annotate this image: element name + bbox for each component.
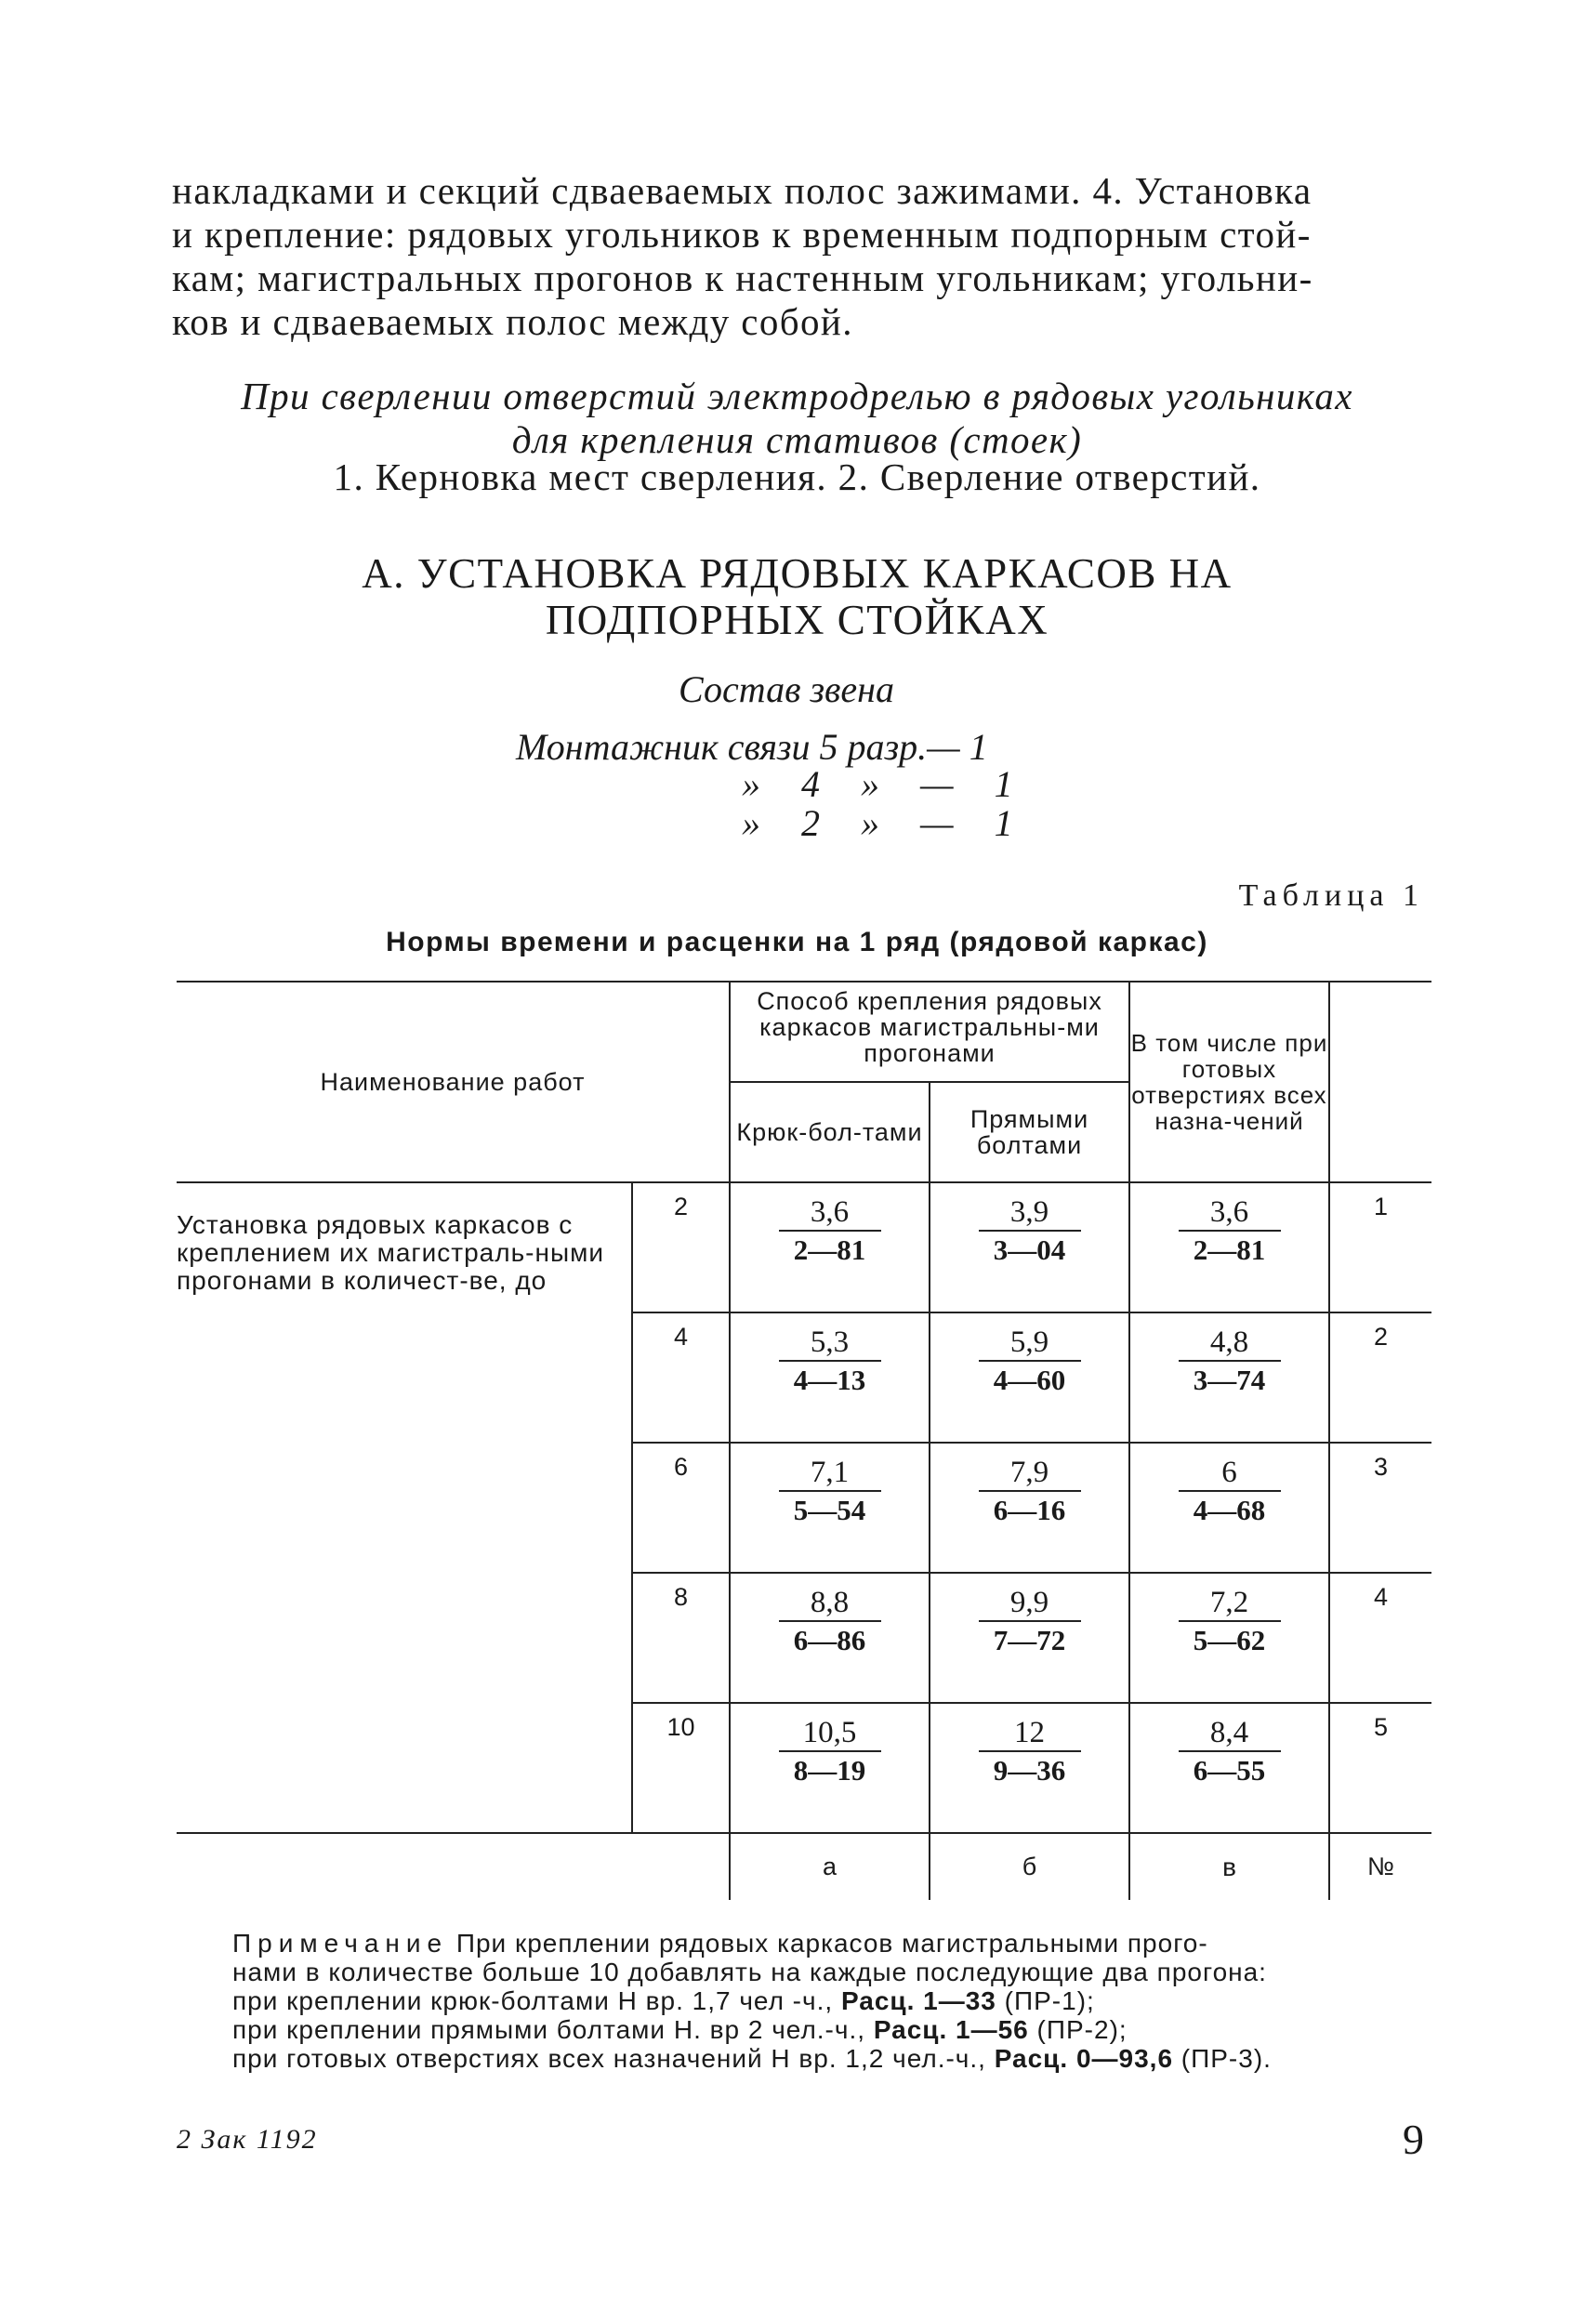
crew-line: Монтажник связи 5 разр.— 1 [516,726,988,768]
norm-time: 3,6 [779,1194,881,1232]
table-row [177,1182,1431,1312]
page-number: 9 [1403,2116,1424,2163]
including-cell [1129,1573,1329,1703]
norm-time: 10,5 [779,1715,881,1752]
norm-time: 7,9 [979,1455,1081,1492]
norm-time: 6 [1179,1455,1281,1492]
quantity-cell: 2 [632,1182,730,1312]
crew-line: » 4 » — 1 [742,763,1013,805]
column-letter-b: б [930,1833,1129,1900]
intro-line: ков и сдваеваемых полос между собой. [172,300,853,343]
intro-line: и крепление: рядовых угольников к временным подпорным стой- [172,213,1312,256]
row-number: 5 [1329,1703,1431,1833]
quantity-cell: 6 [632,1443,730,1573]
intro-line: кам; магистральных прогонов к настенным угольникам; угольни- [172,257,1313,299]
rate: 3—04 [993,1233,1066,1266]
note-line2: нами в количестве больше 10 добавлять на каждые последующие два прогона: [232,1958,1267,1986]
rate: 5—54 [793,1494,866,1526]
rate: 4—13 [793,1364,866,1396]
including-cell [1129,1443,1329,1573]
norm-time: 5,9 [979,1325,1081,1362]
crew-line: » 2 » — 1 [742,802,1013,844]
quantity-cell: 4 [632,1312,730,1443]
rate: 5—62 [1193,1624,1266,1656]
including-cell [1129,1312,1329,1443]
rate: 6—86 [793,1624,866,1656]
straight-bolts-cell [930,1703,1129,1833]
straight-bolts-header: Прямыми болтами [930,1082,1129,1182]
intro-paragraph [172,169,1422,344]
table-note [232,1929,1431,2073]
column-letter-a: а [730,1833,930,1900]
norm-time: 7,1 [779,1455,881,1492]
quantity-cell: 10 [632,1703,730,1833]
rate: 3—74 [1193,1364,1266,1396]
note-label: Примечание [232,1929,449,1958]
norm-time: 9,9 [979,1585,1081,1622]
norm-time: 4,8 [1179,1325,1281,1362]
hook-bolts-cell [730,1573,930,1703]
rate: 2—81 [1193,1233,1266,1266]
norm-time: 7,2 [1179,1585,1281,1622]
including-cell [1129,1182,1329,1312]
row-number: 3 [1329,1443,1431,1573]
norms-table [177,981,1431,1900]
order-number: 2 Зак 1192 [177,2124,318,2155]
rate: 6—16 [993,1494,1066,1526]
table-footer-row [177,1833,1431,1900]
norm-time: 5,3 [779,1325,881,1362]
section-heading [172,550,1422,643]
section-heading-line1: А. УСТАНОВКА РЯДОВЫХ КАРКАСОВ НА [362,550,1233,597]
rate: 4—68 [1193,1494,1266,1526]
note-line3: при креплении крюк-болтами Н вр. 1,7 чел -ч., Расц. 1—33 (ПР-1); [232,1986,1095,2015]
number-header [1329,982,1431,1182]
work-description: Установка рядовых каркасов с креплением их магистраль-ными прогонами в количест-ве, до [177,1182,632,1833]
rate: 7—72 [993,1624,1066,1656]
footer-empty-cell [177,1833,730,1900]
crew-title: Состав звена [679,668,895,710]
hook-bolts-header: Крюк-бол-тами [730,1082,930,1182]
rate: 8—19 [793,1754,866,1787]
note-line4: при креплении прямыми болтами Н. вр 2 чел.-ч., Расц. 1—56 (ПР-2); [232,2015,1128,2044]
straight-bolts-cell [930,1182,1129,1312]
drilling-heading-line2: для крепления стативов (стоек) [511,418,1083,461]
intro-line: накладками и секций сдваеваемых полос зажимами. 4. Установка [172,169,1312,212]
row-number: 4 [1329,1573,1431,1703]
hook-bolts-cell [730,1312,930,1443]
method-header: Способ крепления рядовых каркасов магистральны-ми прогонами [730,982,1129,1082]
norm-time: 8,4 [1179,1715,1281,1752]
norm-time: 12 [979,1715,1081,1752]
row-number: 1 [1329,1182,1431,1312]
rate: 9—36 [993,1754,1066,1787]
hook-bolts-cell [730,1703,930,1833]
straight-bolts-cell [930,1312,1129,1443]
rate: 6—55 [1193,1754,1266,1787]
drilling-heading-line1: При сверлении отверстий электродрелью в рядовых угольниках [241,375,1353,417]
quantity-cell: 8 [632,1573,730,1703]
norm-time: 8,8 [779,1585,881,1622]
straight-bolts-cell [930,1443,1129,1573]
table-caption: Таблица 1 [1238,878,1424,913]
including-header: В том числе при готовых отверстиях всех назна-чений [1129,982,1329,1182]
table-title: Нормы времени и расценки на 1 ряд (рядовой каркас) [386,927,1208,957]
norm-time: 3,9 [979,1194,1081,1232]
note-line1: Примечание При креплении рядовых каркасов магистральными прого- [232,1929,1208,1958]
table-header-row [177,982,1431,1082]
hook-bolts-cell [730,1182,930,1312]
number-sign: № [1367,1853,1394,1880]
work-name-header: Наименование работ [177,982,730,1182]
straight-bolts-cell [930,1573,1129,1703]
rate: 4—60 [993,1364,1066,1396]
drilling-steps: 1. Керновка мест сверления. 2. Сверление отверстий. [333,455,1261,498]
column-letter-c: в [1129,1833,1329,1900]
note-line5: при готовых отверстиях всех назначений Н вр. 1,2 чел.-ч., Расц. 0—93,6 (ПР-3). [232,2044,1272,2073]
row-number: 2 [1329,1312,1431,1443]
norm-time: 3,6 [1179,1194,1281,1232]
hook-bolts-cell [730,1443,930,1573]
including-cell [1129,1703,1329,1833]
drilling-heading [172,375,1422,462]
section-heading-line2: ПОДПОРНЫХ СТОЙКАХ [545,597,1049,643]
rate: 2—81 [793,1233,866,1266]
